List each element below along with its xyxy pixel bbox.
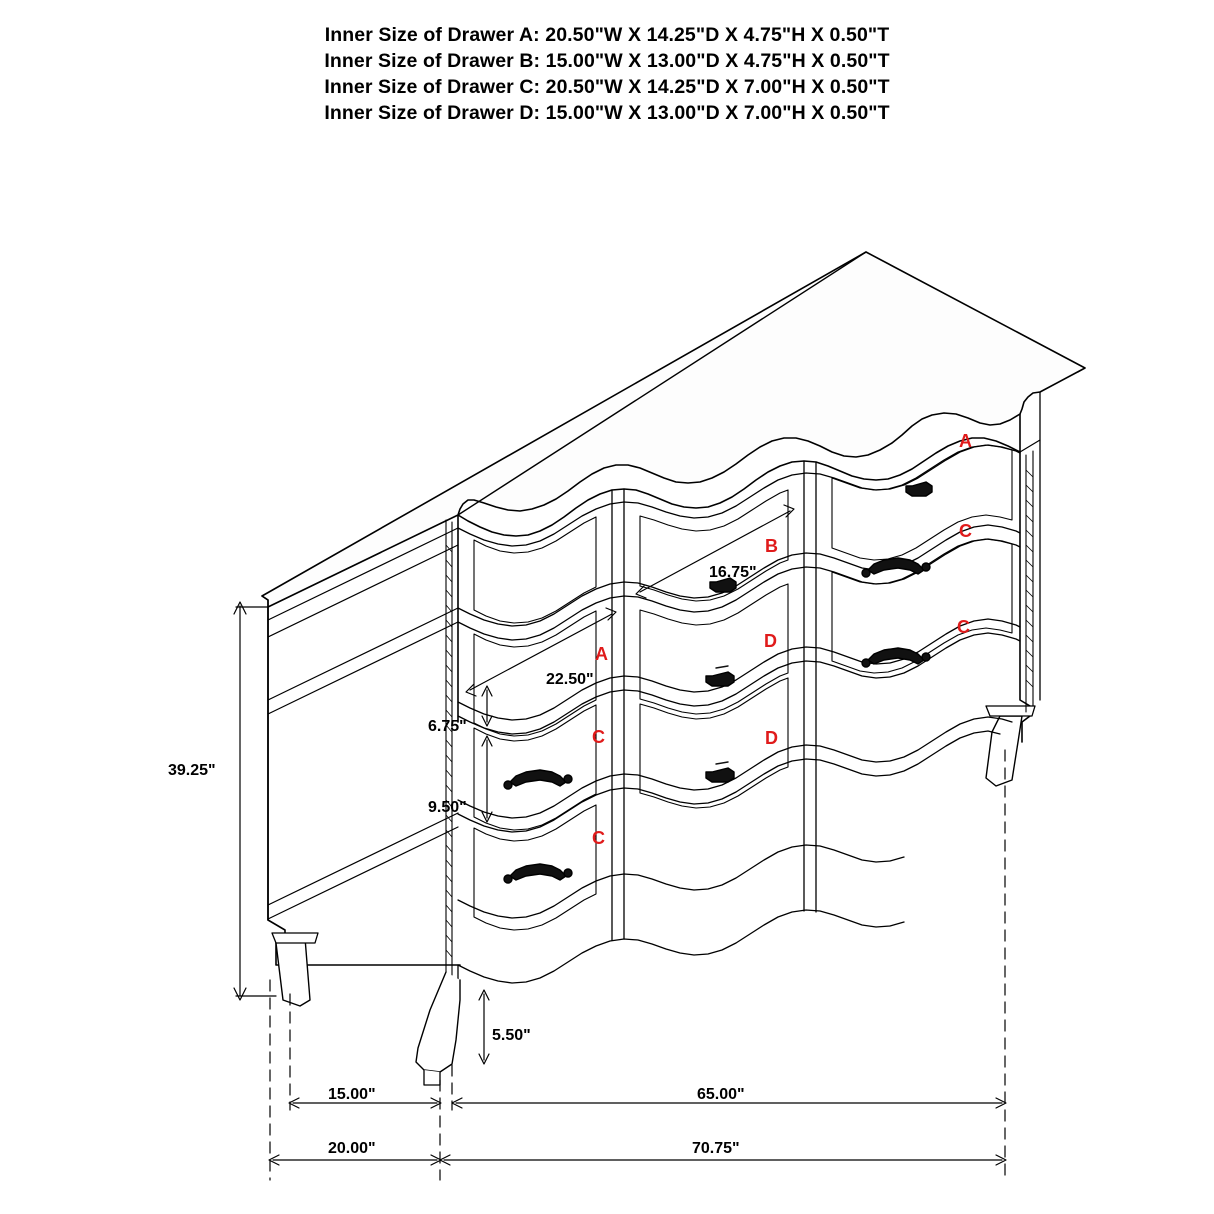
- dim-leg-height: 5.50": [492, 1027, 531, 1044]
- drawer-spec-b: Inner Size of Drawer B: 15.00"W X 13.00"D X 4.75"H X 0.50"T: [324, 50, 890, 72]
- dim-drawer-front-width: 22.50": [546, 671, 594, 688]
- dim-width-bottom: 70.75": [692, 1140, 740, 1157]
- drawer-label-d-center-top: D: [764, 631, 777, 651]
- dim-width-top: 65.00": [697, 1086, 745, 1103]
- drawer-label-c-left-top: C: [592, 727, 605, 747]
- drawer-label-c-right-bottom: C: [957, 617, 970, 637]
- drawer-spec-d: Inner Size of Drawer D: 15.00"W X 13.00"D X 7.00"H X 0.50"T: [324, 102, 890, 124]
- drawer-spec-a: Inner Size of Drawer A: 20.50"W X 14.25"D X 4.75"H X 0.50"T: [324, 24, 890, 46]
- dim-drawer-c-height: 9.50": [428, 799, 467, 816]
- dim-drawer-a-height: 6.75": [428, 718, 467, 735]
- drawer-label-a-left: A: [595, 644, 608, 664]
- dim-depth-bottom: 20.00": [328, 1140, 376, 1157]
- drawer-label-d-center-bottom: D: [765, 728, 778, 748]
- drawer-label-b-center: B: [765, 536, 778, 556]
- drawer-label-c-left-bottom: C: [592, 828, 605, 848]
- dim-drawer-b-width: 16.75": [709, 564, 757, 581]
- dim-overall-height: 39.25": [168, 762, 216, 779]
- drawer-label-a-right: A: [959, 431, 972, 451]
- dim-depth-top: 15.00": [328, 1086, 376, 1103]
- drawer-label-c-right-top: C: [959, 521, 972, 541]
- drawer-spec-c: Inner Size of Drawer C: 20.50"W X 14.25"D X 7.00"H X 0.50"T: [324, 76, 890, 98]
